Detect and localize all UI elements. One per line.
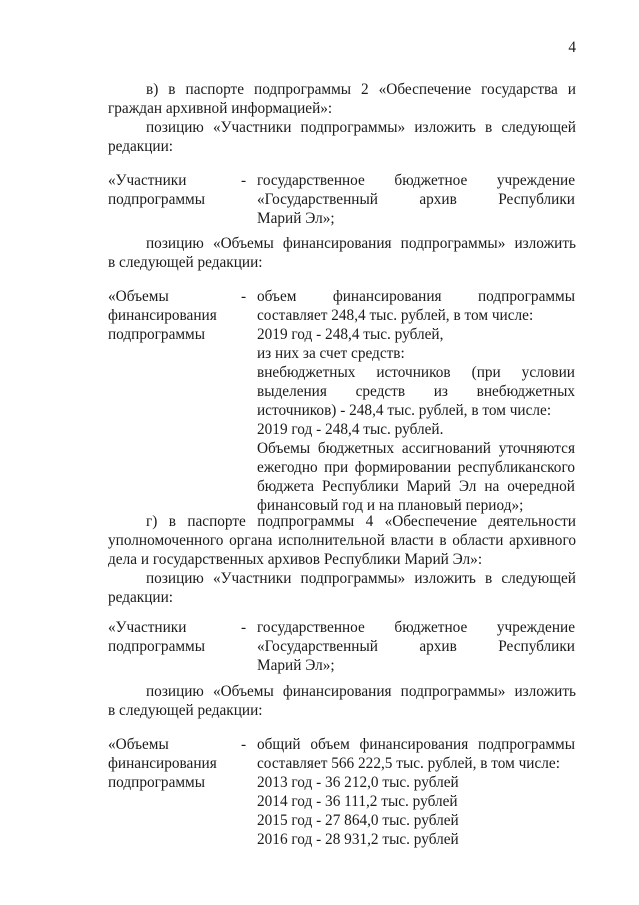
paragraph-line: уполномоченного органа исполнительной власти в области архивного — [108, 532, 576, 549]
position-label-line: подпрограммы — [108, 638, 206, 655]
position-label-line: подпрограммы — [108, 191, 206, 208]
position-label — [108, 287, 236, 344]
position-value-line: бюджета Республики Марий Эл на очередной — [257, 478, 575, 495]
block-para-v-financing-intro — [108, 234, 576, 272]
position-label-line: подпрограммы — [108, 326, 206, 343]
position-value-line: общий объем финансирования подпрограммы — [257, 736, 575, 753]
block-para-v-participants-intro — [108, 80, 576, 156]
position-value-line: «Государственный архив Республики — [257, 191, 575, 208]
position-value-line: 2014 год - 36 111,2 тыс. рублей — [257, 793, 458, 810]
position-label-line: «Объемы — [108, 288, 169, 305]
position-value — [257, 735, 575, 849]
paragraph-line: позицию «Объемы финансирования подпрограммы» изложить — [146, 683, 576, 700]
position-value-line: Марий Эл»; — [257, 210, 335, 227]
paragraph-line: г) в паспорте подпрограммы 4 «Обеспечение деятельности — [146, 513, 576, 530]
position-value-line: объем финансирования подпрограммы — [257, 288, 575, 305]
position-label-line: подпрограммы — [108, 774, 206, 791]
position-value-line: Объемы бюджетных ассигнований уточняются — [257, 440, 575, 457]
position-value-line: ежегодно при формировании республиканского — [257, 459, 575, 476]
paragraph-line: позицию «Объемы финансирования подпрограммы» изложить — [146, 235, 576, 252]
position-value-line: из них за счет средств: — [257, 345, 405, 362]
paragraph-line: позицию «Участники подпрограммы» изложить в следующей — [146, 119, 576, 136]
position-value-line: 2013 год - 36 212,0 тыс. рублей — [257, 774, 459, 791]
separator-dash: - — [241, 172, 247, 189]
position-label — [108, 735, 236, 792]
separator-dash: - — [241, 736, 247, 753]
paragraph-line: в следующей редакции: — [108, 702, 263, 719]
position-value-line: финансовый год и на плановый период»; — [257, 497, 524, 514]
position-value-line: составляет 248,4 тыс. рублей, в том числе: — [257, 307, 534, 324]
position-value-line: выделения средств из внебюджетных — [257, 383, 575, 400]
separator-dash: - — [241, 619, 247, 636]
position-label-line: «Объемы — [108, 736, 169, 753]
position-value-line: 2019 год - 248,4 тыс. рублей. — [257, 421, 444, 438]
paragraph-line: в) в паспорте подпрограммы 2 «Обеспечение государства и — [146, 81, 576, 98]
paragraph-line: граждан архивной информацией»: — [108, 100, 333, 117]
position-label-line: «Участники — [108, 172, 187, 189]
position-value — [257, 171, 575, 228]
paragraph-line: в следующей редакции: — [108, 254, 263, 271]
position-value-line: 2015 год - 27 864,0 тыс. рублей — [257, 812, 459, 829]
position-value-line: Марий Эл»; — [257, 657, 335, 674]
position-label-line: финансирования — [108, 755, 217, 772]
position-value-line: внебюджетных источников (при условии — [257, 364, 575, 381]
page-number: 4 — [568, 39, 576, 56]
position-value-line: 2016 год - 28 931,2 тыс. рублей — [257, 831, 459, 848]
paragraph-line: редакции: — [108, 138, 174, 155]
block-para-g-intro — [108, 512, 576, 607]
position-label-line: «Участники — [108, 619, 187, 636]
position-value-line: источников) - 248,4 тыс. рублей, в том числе: — [257, 402, 552, 419]
paragraph-line: позицию «Участники подпрограммы» изложить в следующей — [146, 570, 576, 587]
position-value-line: составляет 566 222,5 тыс. рублей, в том числе: — [257, 755, 560, 772]
position-value — [257, 618, 575, 675]
position-label — [108, 618, 236, 656]
position-label-line: финансирования — [108, 307, 217, 324]
position-value-line: 2019 год - 248,4 тыс. рублей, — [257, 326, 444, 343]
position-value-line: государственное бюджетное учреждение — [257, 172, 575, 189]
separator-dash: - — [241, 288, 247, 305]
position-label — [108, 171, 236, 209]
position-value-line: государственное бюджетное учреждение — [257, 619, 575, 636]
block-para-g-financing-intro — [108, 682, 576, 720]
position-value-line: «Государственный архив Республики — [257, 638, 575, 655]
paragraph-line: дела и государственных архивов Республики Марий Эл»: — [108, 551, 483, 568]
position-value — [257, 287, 575, 515]
paragraph-line: редакции: — [108, 589, 174, 606]
